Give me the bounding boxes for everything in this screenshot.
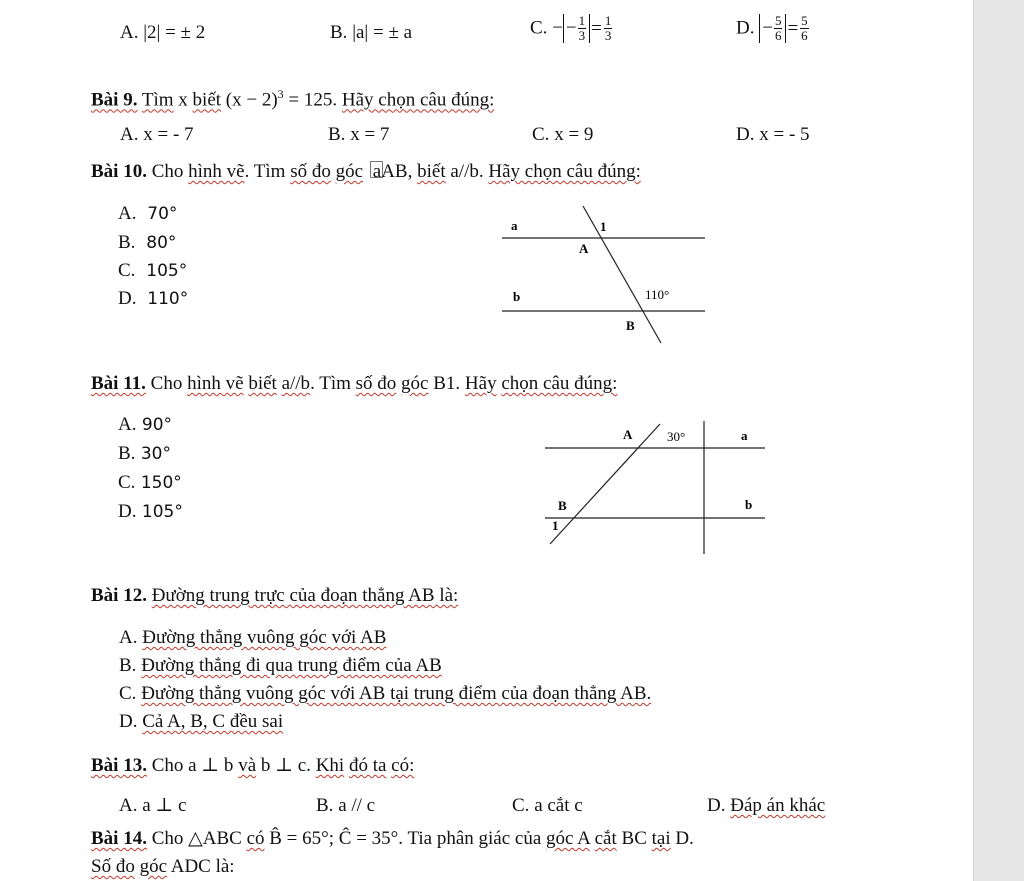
- label-A: A: [623, 427, 633, 442]
- transversal-line: [583, 206, 661, 343]
- q10-figure: [495, 200, 725, 350]
- q9-option-b: B. x = 7: [328, 124, 390, 145]
- q9-option-c: C. x = 9: [532, 124, 594, 145]
- q13-option-a: A. a ⊥ c: [119, 795, 187, 816]
- q10-option-b: B. 80°: [118, 232, 177, 253]
- label-B: B: [626, 318, 635, 333]
- label-1: 1: [600, 219, 607, 234]
- q10-question: Bài 10. Cho hình vẽ. Tìm số đo góc aAB, biết a//b. Hãy chọn câu đúng:: [91, 161, 641, 182]
- q8-option-b: B. |a| = ± a: [330, 22, 413, 43]
- q11-option-c: C. 150°: [118, 472, 182, 493]
- q11-question: Bài 11. Cho hình vẽ biết a//b. Tìm số đo góc B1. Hãy chọn câu đúng:: [91, 373, 618, 394]
- label-a: a: [741, 428, 748, 443]
- q10-option-a: A. 70°: [118, 203, 178, 224]
- window-side-panel: [973, 0, 1024, 881]
- q11-option-b: B. 30°: [118, 443, 171, 464]
- label-a: a: [511, 218, 518, 233]
- q13-option-b: B. a // c: [316, 795, 376, 816]
- label-A: A: [579, 241, 589, 256]
- q10-option-c: C. 105°: [118, 260, 188, 281]
- label-1: 1: [552, 518, 559, 533]
- q12-option-a: A. Đường thẳng vuông góc với AB: [119, 627, 387, 648]
- label-angle-110: 110°: [645, 287, 670, 302]
- q12-option-d: D. Cả A, B, C đều sai: [119, 711, 284, 732]
- q14-question-line2: Số đo góc ADC là:: [91, 856, 235, 877]
- q14-question: Bài 14. Cho △ABC có B̂ = 65°; Ĉ = 35°. Tia phân giác của góc A cắt BC tại D.: [91, 828, 694, 849]
- label-angle-30: 30°: [667, 429, 686, 444]
- q8-option-d: D. − $\frac{5}{6}$ = $\frac{5}{6}$: [736, 13, 808, 43]
- q10-option-d: D. 110°: [118, 288, 189, 309]
- q12-option-b: B. Đường thẳng đi qua trung điểm của AB: [119, 655, 442, 676]
- transversal-line: [550, 424, 660, 544]
- label-b: b: [513, 289, 521, 304]
- q9-option-d: D. x = - 5: [736, 124, 810, 145]
- q11-option-a: A. 90°: [118, 414, 173, 435]
- q9-question: Bài 9. Tìm x biết $(x - 2)^3 = 125$. Hãy chọn câu đúng:: [91, 87, 495, 111]
- q12-option-c: C. Đường thẳng vuông góc với AB tại trung điểm của đoạn thẳng AB.: [119, 683, 652, 704]
- q8-option-c: C. − − $\frac{1}{3}$ = $\frac{1}{3}$: [530, 13, 612, 43]
- q8-option-a: A. |2| = ± 2: [120, 22, 206, 43]
- q13-question: Bài 13. Cho a ⊥ b và b ⊥ c. Khi đó ta có:: [91, 755, 415, 776]
- q12-question: Bài 12. Đường trung trực của đoạn thẳng AB là:: [91, 585, 459, 606]
- q11-figure: [540, 416, 770, 558]
- label-b: b: [745, 497, 753, 512]
- label-B: B: [558, 498, 567, 513]
- q9-option-a: A. x = - 7: [120, 124, 194, 145]
- q13-option-d: D. Đáp án khác: [707, 795, 826, 816]
- q13-option-c: C. a cắt c: [512, 795, 583, 816]
- q11-option-d: D. 105°: [118, 501, 183, 522]
